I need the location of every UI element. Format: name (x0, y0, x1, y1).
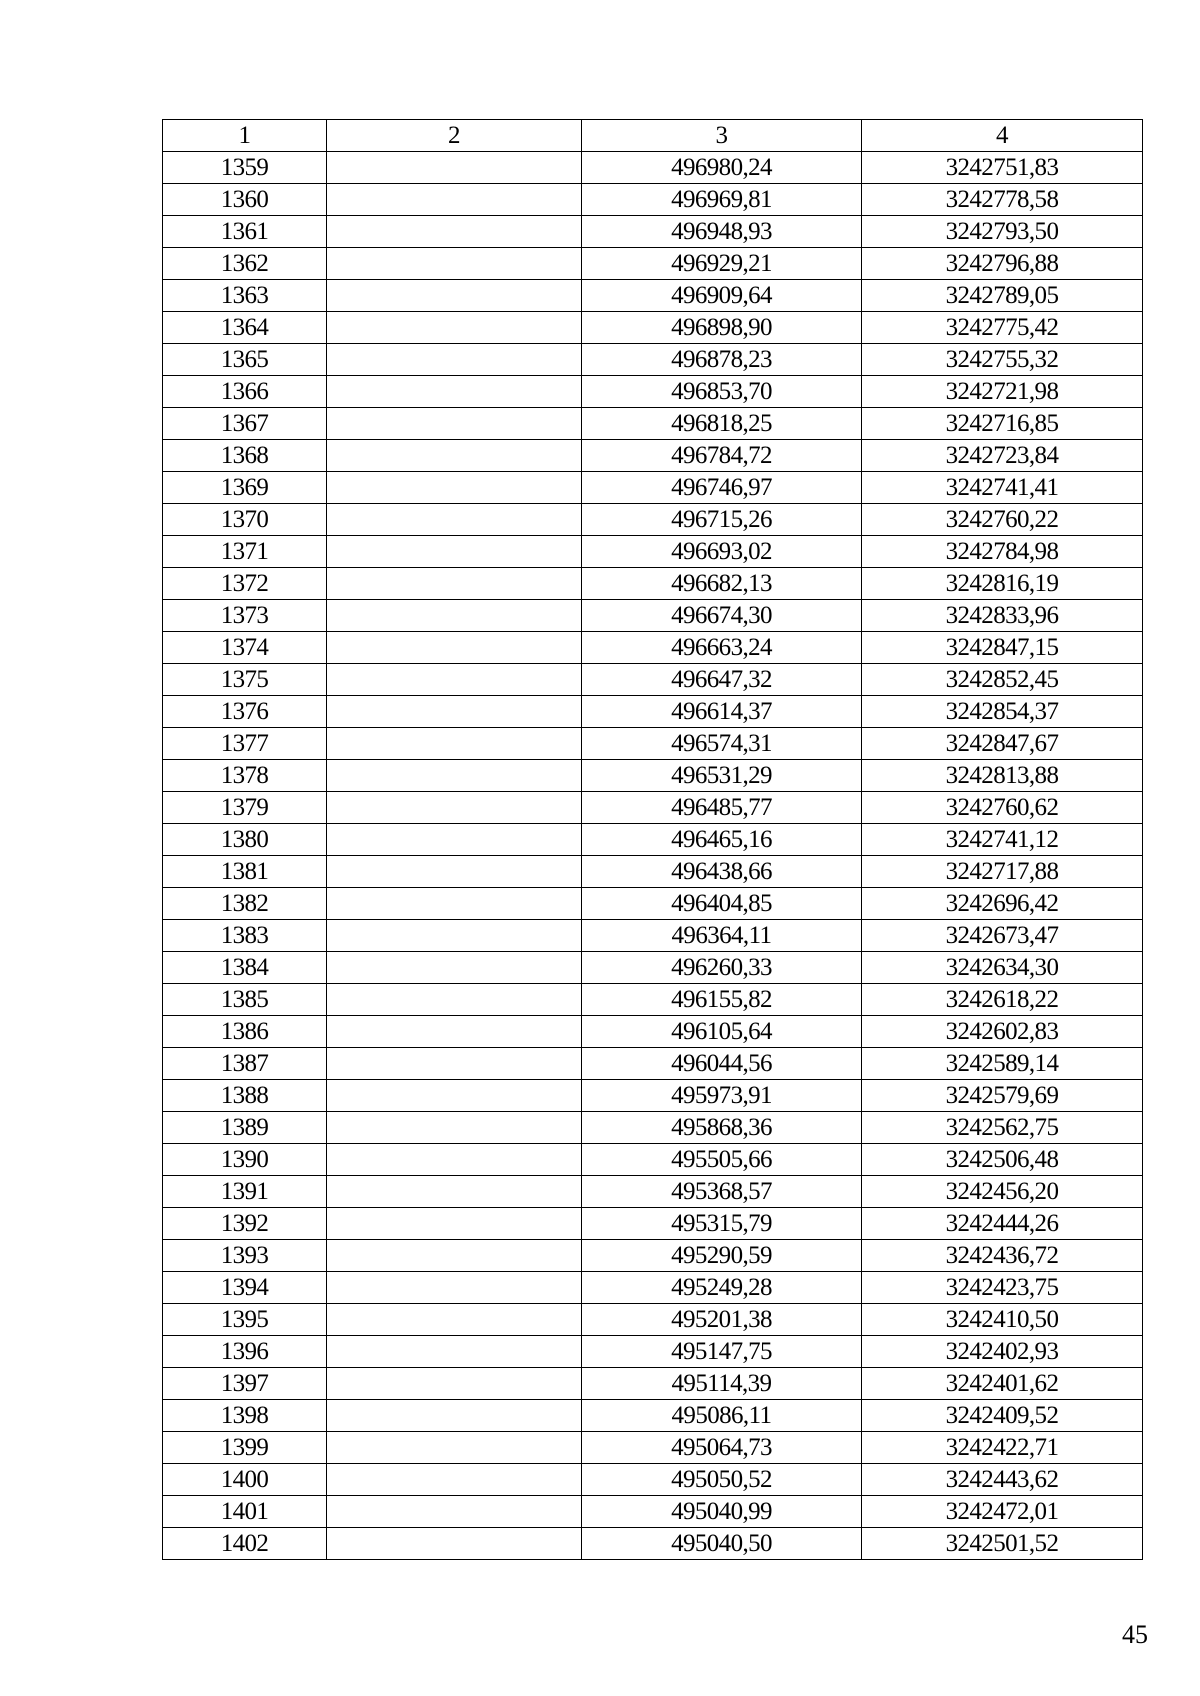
table-row (163, 1336, 1143, 1368)
point-number-cell: 1361 (163, 216, 327, 248)
y-coordinate-cell: 3242506,48 (862, 1144, 1143, 1176)
point-number-cell: 1397 (163, 1368, 327, 1400)
y-coordinate-cell: 3242778,58 (862, 184, 1143, 216)
column-header-3: 3 (582, 120, 862, 152)
table-row (163, 696, 1143, 728)
description-cell (327, 1240, 582, 1272)
x-coordinate-cell: 496746,97 (582, 472, 862, 504)
point-number-cell: 1372 (163, 568, 327, 600)
table-row (163, 1080, 1143, 1112)
x-coordinate-cell: 496969,81 (582, 184, 862, 216)
x-coordinate-cell: 496155,82 (582, 984, 862, 1016)
description-cell (327, 504, 582, 536)
point-number-cell: 1367 (163, 408, 327, 440)
x-coordinate-cell: 495973,91 (582, 1080, 862, 1112)
table-row (163, 728, 1143, 760)
x-coordinate-cell: 496574,31 (582, 728, 862, 760)
description-cell (327, 1080, 582, 1112)
y-coordinate-cell: 3242741,41 (862, 472, 1143, 504)
column-header-4: 4 (862, 120, 1143, 152)
x-coordinate-cell: 496404,85 (582, 888, 862, 920)
table-row (163, 1176, 1143, 1208)
description-cell (327, 792, 582, 824)
table-row (163, 248, 1143, 280)
point-number-cell: 1387 (163, 1048, 327, 1080)
point-number-cell: 1401 (163, 1496, 327, 1528)
y-coordinate-cell: 3242717,88 (862, 856, 1143, 888)
table-row (163, 760, 1143, 792)
description-cell (327, 1112, 582, 1144)
description-cell (327, 824, 582, 856)
description-cell (327, 728, 582, 760)
table-row (163, 1272, 1143, 1304)
table-row (163, 216, 1143, 248)
description-cell (327, 856, 582, 888)
table-row (163, 312, 1143, 344)
x-coordinate-cell: 495868,36 (582, 1112, 862, 1144)
y-coordinate-cell: 3242579,69 (862, 1080, 1143, 1112)
y-coordinate-cell: 3242410,50 (862, 1304, 1143, 1336)
table-row (163, 1016, 1143, 1048)
description-cell (327, 1016, 582, 1048)
description-cell (327, 664, 582, 696)
x-coordinate-cell: 496853,70 (582, 376, 862, 408)
x-coordinate-cell: 496898,90 (582, 312, 862, 344)
description-cell (327, 152, 582, 184)
x-coordinate-cell: 495249,28 (582, 1272, 862, 1304)
description-cell (327, 1432, 582, 1464)
description-cell (327, 1464, 582, 1496)
description-cell (327, 536, 582, 568)
table-row (163, 504, 1143, 536)
table-row (163, 1240, 1143, 1272)
point-number-cell: 1371 (163, 536, 327, 568)
table-row (163, 1400, 1143, 1432)
x-coordinate-cell: 496674,30 (582, 600, 862, 632)
point-number-cell: 1399 (163, 1432, 327, 1464)
y-coordinate-cell: 3242847,67 (862, 728, 1143, 760)
description-cell (327, 1400, 582, 1432)
y-coordinate-cell: 3242775,42 (862, 312, 1143, 344)
point-number-cell: 1388 (163, 1080, 327, 1112)
description-cell (327, 280, 582, 312)
point-number-cell: 1362 (163, 248, 327, 280)
x-coordinate-cell: 496693,02 (582, 536, 862, 568)
description-cell (327, 1048, 582, 1080)
point-number-cell: 1368 (163, 440, 327, 472)
table-row (163, 536, 1143, 568)
table-row (163, 1496, 1143, 1528)
point-number-cell: 1365 (163, 344, 327, 376)
table-row (163, 824, 1143, 856)
y-coordinate-cell: 3242501,52 (862, 1528, 1143, 1560)
point-number-cell: 1382 (163, 888, 327, 920)
point-number-cell: 1376 (163, 696, 327, 728)
y-coordinate-cell: 3242721,98 (862, 376, 1143, 408)
description-cell (327, 952, 582, 984)
y-coordinate-cell: 3242751,83 (862, 152, 1143, 184)
description-cell (327, 472, 582, 504)
table-row (163, 152, 1143, 184)
y-coordinate-cell: 3242852,45 (862, 664, 1143, 696)
description-cell (327, 568, 582, 600)
point-number-cell: 1381 (163, 856, 327, 888)
table-row (163, 632, 1143, 664)
point-number-cell: 1394 (163, 1272, 327, 1304)
point-number-cell: 1393 (163, 1240, 327, 1272)
table-row (163, 1208, 1143, 1240)
column-header-1: 1 (163, 120, 327, 152)
point-number-cell: 1391 (163, 1176, 327, 1208)
x-coordinate-cell: 495086,11 (582, 1400, 862, 1432)
page-number: 45 (1122, 1620, 1148, 1649)
point-number-cell: 1396 (163, 1336, 327, 1368)
x-coordinate-cell: 496485,77 (582, 792, 862, 824)
point-number-cell: 1385 (163, 984, 327, 1016)
point-number-cell: 1380 (163, 824, 327, 856)
y-coordinate-cell: 3242409,52 (862, 1400, 1143, 1432)
y-coordinate-cell: 3242423,75 (862, 1272, 1143, 1304)
x-coordinate-cell: 496531,29 (582, 760, 862, 792)
y-coordinate-cell: 3242589,14 (862, 1048, 1143, 1080)
y-coordinate-cell: 3242784,98 (862, 536, 1143, 568)
point-number-cell: 1392 (163, 1208, 327, 1240)
description-cell (327, 1528, 582, 1560)
x-coordinate-cell: 496948,93 (582, 216, 862, 248)
point-number-cell: 1359 (163, 152, 327, 184)
table-row (163, 280, 1143, 312)
y-coordinate-cell: 3242562,75 (862, 1112, 1143, 1144)
y-coordinate-cell: 3242796,88 (862, 248, 1143, 280)
y-coordinate-cell: 3242847,15 (862, 632, 1143, 664)
description-cell (327, 984, 582, 1016)
x-coordinate-cell: 496715,26 (582, 504, 862, 536)
y-coordinate-cell: 3242696,42 (862, 888, 1143, 920)
table-row (163, 408, 1143, 440)
x-coordinate-cell: 496465,16 (582, 824, 862, 856)
y-coordinate-cell: 3242401,62 (862, 1368, 1143, 1400)
description-cell (327, 1272, 582, 1304)
table-row (163, 184, 1143, 216)
description-cell (327, 184, 582, 216)
x-coordinate-cell: 496909,64 (582, 280, 862, 312)
point-number-cell: 1395 (163, 1304, 327, 1336)
point-number-cell: 1366 (163, 376, 327, 408)
x-coordinate-cell: 495114,39 (582, 1368, 862, 1400)
table-row (163, 984, 1143, 1016)
y-coordinate-cell: 3242422,71 (862, 1432, 1143, 1464)
description-cell (327, 440, 582, 472)
point-number-cell: 1374 (163, 632, 327, 664)
y-coordinate-cell: 3242755,32 (862, 344, 1143, 376)
point-number-cell: 1384 (163, 952, 327, 984)
description-cell (327, 760, 582, 792)
description-cell (327, 344, 582, 376)
x-coordinate-cell: 496663,24 (582, 632, 862, 664)
x-coordinate-cell: 495315,79 (582, 1208, 862, 1240)
point-number-cell: 1369 (163, 472, 327, 504)
point-number-cell: 1375 (163, 664, 327, 696)
point-number-cell: 1373 (163, 600, 327, 632)
y-coordinate-cell: 3242854,37 (862, 696, 1143, 728)
x-coordinate-cell: 496105,64 (582, 1016, 862, 1048)
y-coordinate-cell: 3242816,19 (862, 568, 1143, 600)
x-coordinate-cell: 496614,37 (582, 696, 862, 728)
y-coordinate-cell: 3242634,30 (862, 952, 1143, 984)
point-number-cell: 1390 (163, 1144, 327, 1176)
description-cell (327, 216, 582, 248)
x-coordinate-cell: 496818,25 (582, 408, 862, 440)
x-coordinate-cell: 495064,73 (582, 1432, 862, 1464)
description-cell (327, 632, 582, 664)
y-coordinate-cell: 3242673,47 (862, 920, 1143, 952)
x-coordinate-cell: 496647,32 (582, 664, 862, 696)
table-row (163, 1528, 1143, 1560)
description-cell (327, 888, 582, 920)
table-header (163, 120, 1143, 152)
y-coordinate-cell: 3242402,93 (862, 1336, 1143, 1368)
table-row (163, 664, 1143, 696)
x-coordinate-cell: 496784,72 (582, 440, 862, 472)
header-row (163, 120, 1143, 152)
coordinates-table (162, 119, 1143, 1560)
x-coordinate-cell: 496364,11 (582, 920, 862, 952)
y-coordinate-cell: 3242472,01 (862, 1496, 1143, 1528)
point-number-cell: 1378 (163, 760, 327, 792)
x-coordinate-cell: 495201,38 (582, 1304, 862, 1336)
table-row (163, 1368, 1143, 1400)
description-cell (327, 1208, 582, 1240)
table-row (163, 1112, 1143, 1144)
y-coordinate-cell: 3242436,72 (862, 1240, 1143, 1272)
x-coordinate-cell: 495040,50 (582, 1528, 862, 1560)
point-number-cell: 1400 (163, 1464, 327, 1496)
point-number-cell: 1389 (163, 1112, 327, 1144)
table-row (163, 1048, 1143, 1080)
description-cell (327, 1496, 582, 1528)
table-row (163, 472, 1143, 504)
x-coordinate-cell: 495290,59 (582, 1240, 862, 1272)
table-row (163, 856, 1143, 888)
y-coordinate-cell: 3242723,84 (862, 440, 1143, 472)
point-number-cell: 1386 (163, 1016, 327, 1048)
description-cell (327, 1176, 582, 1208)
y-coordinate-cell: 3242760,62 (862, 792, 1143, 824)
x-coordinate-cell: 495368,57 (582, 1176, 862, 1208)
y-coordinate-cell: 3242618,22 (862, 984, 1143, 1016)
description-cell (327, 600, 582, 632)
y-coordinate-cell: 3242760,22 (862, 504, 1143, 536)
description-cell (327, 920, 582, 952)
x-coordinate-cell: 496980,24 (582, 152, 862, 184)
table-row (163, 600, 1143, 632)
point-number-cell: 1377 (163, 728, 327, 760)
x-coordinate-cell: 496438,66 (582, 856, 862, 888)
y-coordinate-cell: 3242443,62 (862, 1464, 1143, 1496)
y-coordinate-cell: 3242444,26 (862, 1208, 1143, 1240)
y-coordinate-cell: 3242741,12 (862, 824, 1143, 856)
description-cell (327, 1144, 582, 1176)
y-coordinate-cell: 3242716,85 (862, 408, 1143, 440)
y-coordinate-cell: 3242789,05 (862, 280, 1143, 312)
y-coordinate-cell: 3242793,50 (862, 216, 1143, 248)
x-coordinate-cell: 496044,56 (582, 1048, 862, 1080)
x-coordinate-cell: 495147,75 (582, 1336, 862, 1368)
y-coordinate-cell: 3242813,88 (862, 760, 1143, 792)
table-body (163, 152, 1143, 1560)
table-row (163, 344, 1143, 376)
x-coordinate-cell: 495040,99 (582, 1496, 862, 1528)
table-row (163, 792, 1143, 824)
description-cell (327, 408, 582, 440)
table-row (163, 1432, 1143, 1464)
point-number-cell: 1364 (163, 312, 327, 344)
x-coordinate-cell: 496878,23 (582, 344, 862, 376)
point-number-cell: 1363 (163, 280, 327, 312)
x-coordinate-cell: 496682,13 (582, 568, 862, 600)
description-cell (327, 1304, 582, 1336)
x-coordinate-cell: 496260,33 (582, 952, 862, 984)
y-coordinate-cell: 3242456,20 (862, 1176, 1143, 1208)
description-cell (327, 312, 582, 344)
point-number-cell: 1360 (163, 184, 327, 216)
table-row (163, 1144, 1143, 1176)
x-coordinate-cell: 496929,21 (582, 248, 862, 280)
point-number-cell: 1398 (163, 1400, 327, 1432)
description-cell (327, 696, 582, 728)
table-row (163, 440, 1143, 472)
table-row (163, 920, 1143, 952)
y-coordinate-cell: 3242602,83 (862, 1016, 1143, 1048)
column-header-2: 2 (327, 120, 582, 152)
x-coordinate-cell: 495050,52 (582, 1464, 862, 1496)
table-row (163, 952, 1143, 984)
point-number-cell: 1379 (163, 792, 327, 824)
y-coordinate-cell: 3242833,96 (862, 600, 1143, 632)
table-row (163, 1464, 1143, 1496)
table-row (163, 376, 1143, 408)
description-cell (327, 1336, 582, 1368)
description-cell (327, 248, 582, 280)
point-number-cell: 1383 (163, 920, 327, 952)
table-row (163, 888, 1143, 920)
table-row (163, 568, 1143, 600)
point-number-cell: 1370 (163, 504, 327, 536)
x-coordinate-cell: 495505,66 (582, 1144, 862, 1176)
table-row (163, 1304, 1143, 1336)
point-number-cell: 1402 (163, 1528, 327, 1560)
description-cell (327, 376, 582, 408)
description-cell (327, 1368, 582, 1400)
